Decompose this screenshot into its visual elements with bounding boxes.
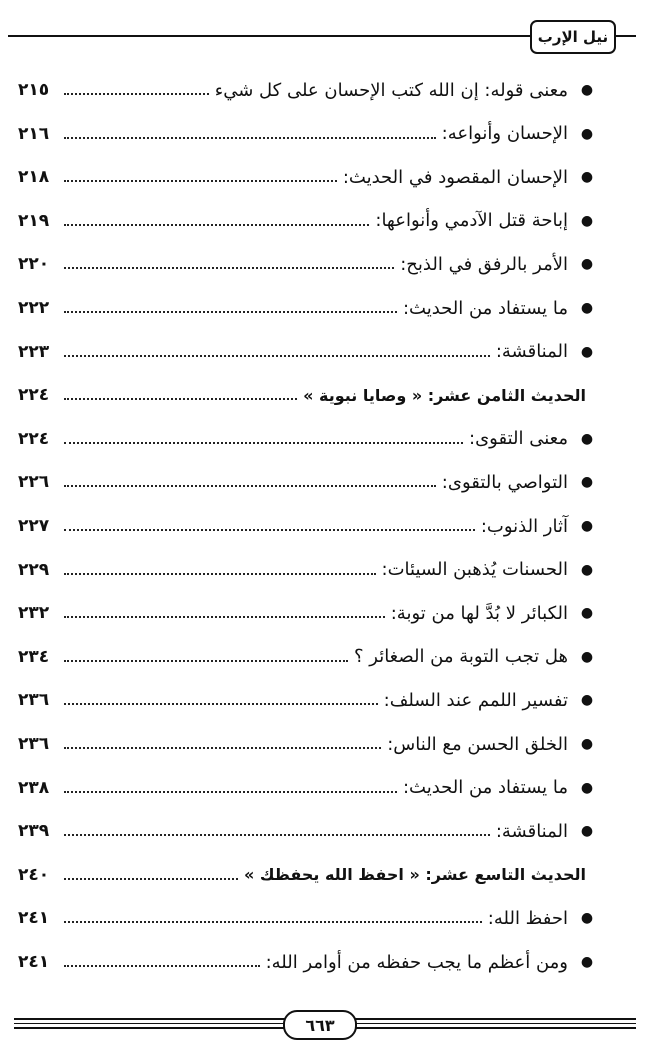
- dot-leader: [64, 311, 397, 313]
- toc-item: [18, 506, 594, 546]
- dot-leader: [64, 442, 463, 444]
- toc-entry-page: ٢٢٩: [18, 559, 50, 580]
- dot-leader: [64, 921, 482, 923]
- bullet-icon: ●: [580, 474, 594, 491]
- toc-section: [18, 855, 586, 895]
- bullet-icon: ●: [580, 430, 594, 447]
- dot-leader: [64, 267, 394, 269]
- toc-entry-title: الإحسان المقصود في الحديث:: [342, 166, 568, 188]
- toc-entry-title: ومن أعظم ما يجب حفظه من أوامر الله:: [265, 951, 568, 973]
- toc-item: [18, 462, 594, 502]
- toc-item: [18, 811, 594, 851]
- toc-entry-page: ٢١٦: [18, 123, 50, 144]
- toc-entry-page: ٢٤٠: [18, 864, 50, 885]
- toc-item: [18, 593, 594, 633]
- page-number: ٦٦٣: [283, 1010, 357, 1040]
- bullet-icon: ●: [580, 910, 594, 927]
- bullet-icon: ●: [580, 212, 594, 229]
- toc-entry-title: تفسير اللمم عند السلف:: [383, 689, 568, 711]
- dot-leader: [64, 137, 436, 139]
- toc-item: [18, 114, 594, 154]
- bullet-icon: ●: [580, 648, 594, 665]
- toc-entry-page: ٢٢٣: [18, 341, 50, 362]
- bullet-icon: ●: [580, 300, 594, 316]
- header-rule-end: [616, 35, 636, 37]
- toc-entry-page: ٢٢٤: [18, 385, 50, 406]
- toc-entry-page: ٢٢٤: [18, 428, 50, 449]
- toc-entry-title: الحديث التاسع عشر: « احفظ الله يحفظك »: [243, 865, 586, 885]
- toc-entry-title: معنى التقوى:: [469, 428, 568, 450]
- dot-leader: [64, 485, 436, 487]
- toc-entry-title: الإحسان وأنواعه:: [441, 123, 568, 145]
- toc-entry-title: الكبائر لا بُدَّ لها من توبة:: [390, 602, 568, 624]
- dot-leader: [64, 573, 376, 575]
- dot-leader: [64, 616, 385, 618]
- dot-leader: [64, 529, 475, 531]
- toc-entry-title: إباحة قتل الآدمي وأنواعها:: [375, 210, 568, 232]
- bullet-icon: ●: [580, 692, 594, 709]
- dot-leader: [64, 93, 209, 95]
- toc-entry-title: المناقشة:: [495, 820, 568, 842]
- dot-leader: [64, 703, 378, 705]
- dot-leader: [64, 747, 381, 749]
- dot-leader: [64, 878, 238, 880]
- toc-entry-title: الأمر بالرفق في الذبح:: [400, 253, 568, 275]
- toc-entry-page: ٢٣٢: [18, 603, 50, 624]
- running-title: نيل الإرب: [530, 20, 616, 54]
- bullet-icon: ●: [580, 82, 594, 98]
- toc-entry-page: ٢٢٦: [18, 472, 50, 493]
- toc-item: [18, 201, 594, 241]
- toc-entry-title: الحسنات يُذهبن السيئات:: [381, 559, 568, 581]
- dot-leader: [64, 180, 337, 182]
- dot-leader: [64, 224, 369, 226]
- toc-item: [18, 550, 594, 590]
- dot-leader: [64, 791, 397, 793]
- toc-entry-page: ٢٤١: [18, 952, 50, 972]
- toc-entry-page: ٢٣٦: [18, 734, 50, 754]
- toc-item: [18, 898, 594, 938]
- toc-entry-title: المناقشة:: [495, 341, 568, 363]
- dot-leader: [64, 965, 260, 967]
- bullet-icon: ●: [580, 343, 594, 360]
- toc-item: [18, 680, 594, 720]
- toc-item: [18, 157, 594, 197]
- bullet-icon: ●: [580, 779, 594, 796]
- toc-entry-page: ٢١٨: [18, 167, 50, 188]
- header-rule: [8, 35, 616, 37]
- bullet-icon: ●: [580, 256, 594, 273]
- toc-entry-page: ٢٢٧: [18, 516, 50, 536]
- toc-entry-page: ٢٤١: [18, 908, 50, 929]
- dot-leader: [64, 398, 297, 400]
- toc-item: [18, 724, 594, 764]
- toc-entry-page: ٢١٩: [18, 210, 50, 231]
- toc-entry-title: هل تجب التوبة من الصغائر ؟: [353, 646, 568, 668]
- toc-entry-title: احفظ الله:: [487, 907, 568, 929]
- toc-item: [18, 288, 594, 328]
- toc-entry-page: ٢١٥: [18, 80, 50, 100]
- toc-entry-page: ٢٢٢: [18, 298, 50, 318]
- toc-section: [18, 375, 586, 415]
- toc-entry-title: ما يستفاد من الحديث:: [402, 777, 568, 799]
- dot-leader: [64, 834, 490, 836]
- toc-entry-page: ٢٣٤: [18, 646, 50, 667]
- toc-entry-page: ٢٣٩: [18, 821, 50, 842]
- dot-leader: [64, 660, 348, 662]
- toc-entry-title: ما يستفاد من الحديث:: [402, 297, 568, 319]
- toc-entry-title: الخلق الحسن مع الناس:: [387, 733, 568, 755]
- toc-entry-title: آثار الذنوب:: [480, 515, 568, 537]
- bullet-icon: ●: [580, 518, 594, 534]
- toc-entry-title: التواصي بالتقوى:: [441, 471, 568, 493]
- bullet-icon: ●: [580, 605, 594, 622]
- toc-entry-page: ٢٢٠: [18, 254, 50, 275]
- toc-item: [18, 244, 594, 284]
- bullet-icon: ●: [580, 561, 594, 578]
- bullet-icon: ●: [580, 169, 594, 186]
- toc-entry-page: ٢٣٨: [18, 777, 50, 798]
- toc-item: [18, 942, 594, 982]
- toc-entry-title: معنى قوله: إن الله كتب الإحسان على كل شيء: [214, 79, 568, 101]
- page-footer: [0, 1000, 646, 1050]
- toc-item: [18, 637, 594, 677]
- bullet-icon: ●: [580, 823, 594, 840]
- toc-entry-title: الحديث الثامن عشر: « وصايا نبوية »: [303, 385, 586, 405]
- toc-item: [18, 768, 594, 808]
- dot-leader: [64, 355, 490, 357]
- running-header: [0, 16, 646, 52]
- bullet-icon: ●: [580, 125, 594, 142]
- toc-item: [18, 70, 594, 110]
- bullet-icon: ●: [580, 954, 594, 970]
- toc-entry-page: ٢٣٦: [18, 690, 50, 711]
- toc-item: [18, 419, 594, 459]
- toc-item: [18, 332, 594, 372]
- bullet-icon: ●: [580, 736, 594, 752]
